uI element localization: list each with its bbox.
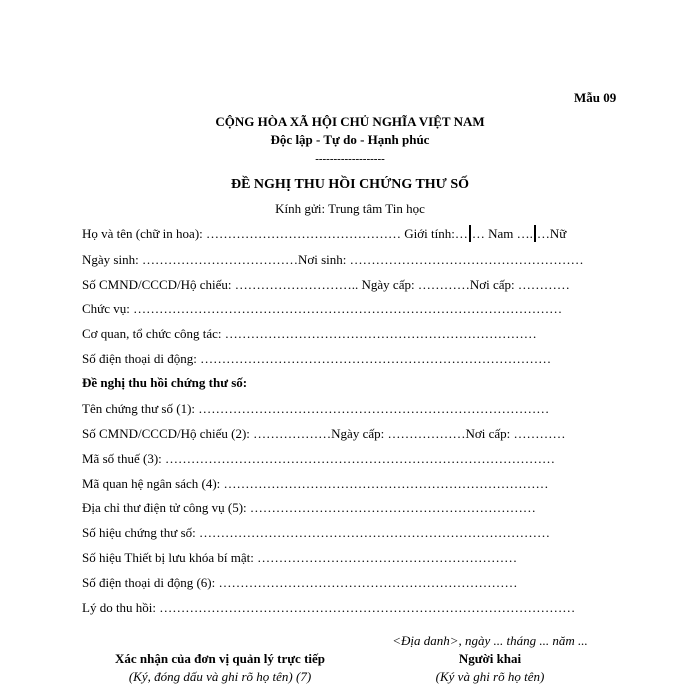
field-cert-name: Tên chứng thư số (1): ……………………………………………………………………… bbox=[82, 401, 550, 416]
field-cert-serial: Số hiệu chứng thư số: ……………………………………………………………………… bbox=[82, 525, 551, 540]
full-name-label: Họ và tên (chữ in hoa): ……………………………………… Giới tính:… bbox=[82, 226, 468, 241]
field-position: Chức vụ: ……………………………………………………………………………………… bbox=[82, 301, 563, 316]
field-device-serial: Số hiệu Thiết bị lưu khóa bí mật: …………………………………………………… bbox=[82, 550, 518, 565]
gender-male-checkbox[interactable] bbox=[469, 225, 471, 242]
right-signature-title: Người khai bbox=[458, 651, 522, 666]
place-date bbox=[360, 633, 620, 649]
field-dob: Ngày sinh: ………………………………Nơi sinh: ……………………………………………… bbox=[82, 252, 584, 267]
place-date-text: <Địa danh>, ngày ... tháng ... năm ... bbox=[392, 633, 588, 648]
field-reason: Lý do thu hồi: …………………………………………………………………………………… bbox=[82, 600, 576, 615]
left-signature-title: Xác nhận của đơn vị quản lý trực tiếp bbox=[114, 651, 326, 666]
field-cert-id: Số CMND/CCCD/Hộ chiếu (2): ………………Ngày cấp: ………………Nơi cấp: ………… bbox=[82, 426, 566, 441]
left-signature-note: (Ký, đóng dấu và ghi rõ họ tên) (7) bbox=[128, 669, 312, 684]
field-mobile-6: Số điện thoại di động (6): …………………………………………………………… bbox=[82, 575, 518, 590]
field-organization: Cơ quan, tổ chức công tác: ……………………………………………………………… bbox=[82, 326, 537, 341]
motto: Độc lập - Tự do - Hạnh phúc bbox=[270, 132, 430, 147]
field-budget-code: Mã quan hệ ngân sách (4): ………………………………………………………………… bbox=[82, 476, 549, 491]
form-code: Mẫu 09 bbox=[574, 90, 617, 105]
document-title: ĐỀ NGHỊ THU HỒI CHỨNG THƯ SỐ bbox=[230, 177, 470, 192]
field-mobile: Số điện thoại di động: ……………………………………………………………………… bbox=[82, 351, 552, 366]
gender-female-checkbox[interactable] bbox=[534, 225, 536, 242]
header-separator: ------------------- bbox=[315, 153, 385, 165]
field-email: Địa chỉ thư điện tử công vụ (5): ………………………………………………………… bbox=[82, 500, 536, 515]
nation-header: CỘNG HÒA XÃ HỘI CHỦ NGHĨA VIỆT NAM bbox=[215, 114, 485, 129]
right-signature-note: (Ký và ghi rõ họ tên) bbox=[435, 669, 545, 684]
field-full-name bbox=[82, 226, 566, 242]
section-title: Đề nghị thu hồi chứng thư số: bbox=[82, 375, 248, 390]
field-tax-code: Mã số thuế (3): ……………………………………………………………………………… bbox=[82, 451, 556, 466]
addressee: Kính gửi: Trung tâm Tin học bbox=[275, 201, 425, 216]
gender-end-label: …Nữ bbox=[536, 226, 567, 241]
field-id-number: Số CMND/CCCD/Hộ chiếu: ……………………….. Ngày cấp: …………Nơi cấp: ………… bbox=[82, 277, 570, 292]
gender-mid-label: … Nam …. bbox=[471, 226, 533, 241]
